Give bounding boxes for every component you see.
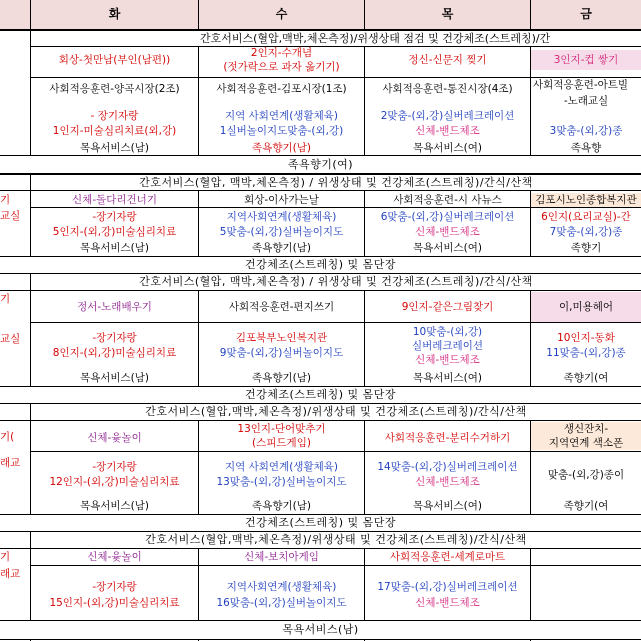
week2-thu-band: 신체-밴드체조 — [415, 226, 480, 238]
row-divider — [0, 420, 641, 421]
week3-fri-foot: 족향기(여 — [563, 372, 609, 384]
week1-tue-art: 1인지-미술심리치료(외,강) — [52, 125, 177, 137]
week4-fri-custom: 맞춤-(외,강)종이 — [547, 469, 625, 481]
header-row — [0, 0, 641, 29]
week2-fri-program: 김포시노인종합복지관 — [531, 193, 641, 207]
week2-fri-custom: 7맞춤-(외,강)종 — [549, 226, 623, 238]
week1-wed-social: 사회적응훈련-김포시장(1조) — [216, 83, 347, 95]
week5-wed-custom: 16맞춤-(외,강)실버놀이지도 — [216, 597, 347, 609]
week1-tue-talent: - 장기자랑 — [90, 110, 139, 122]
header-day-tue: 화 — [31, 0, 198, 29]
week1-thu-program: 정신-신문지 찢기 — [408, 54, 487, 66]
week3-fri-custom: 11맞춤-(외,강)종 — [546, 347, 626, 359]
week2-tue-art: 5인지-(외,강)미술심리치료 — [52, 226, 177, 238]
week3-thu-bath: 목욕서비스(여) — [412, 372, 483, 384]
week1-tue-program: 회상-첫만남(부인(남편)) — [58, 54, 171, 66]
week3-fri-program: 이,미용헤어 — [531, 292, 641, 322]
week2-thu-custom: 6맞춤-(외,강)실버레크레이션 — [380, 211, 515, 223]
band-foot-bath: 족욕향기(여) — [0, 156, 641, 173]
row-divider — [31, 207, 641, 208]
week2-tue-bath: 목욕서비스(남) — [79, 242, 150, 254]
week3-thu-custom: 10맞춤-(외,강) — [412, 326, 483, 338]
week1-wed-community: 지역 사회연계(생활체육) — [225, 110, 338, 122]
week2-left-label: 기 — [0, 194, 11, 206]
week3-band-nursing: 간호서비스(혈압, 맥박,체온측정) / 위생상태 및 건강체조(스트레칭)/간식/산책 — [31, 274, 641, 290]
week1-tue-social: 사회적응훈련-양곡시장(2조) — [49, 83, 180, 95]
week3-left-label: 기 — [0, 293, 11, 305]
week5-band-exercise: 건강체조(스트레칭) 및 몸단장 — [0, 515, 641, 531]
week5-tue-talent: -장기자랑 — [92, 581, 137, 593]
week1-wed-program-detail: (젓가락으로 과자 옮기기) — [223, 61, 340, 73]
week5-left-label-2: 래교 — [0, 568, 21, 580]
week4-wed-custom: 13맞춤-(외,강)실버놀이지도 — [216, 476, 347, 488]
week3-wed-foot: 족욕향기(남) — [252, 372, 311, 384]
week4-wed-foot: 족욕향기(남) — [252, 500, 311, 512]
header-day-thu: 목 — [365, 0, 530, 29]
week1-thu-bath: 목욕서비스(여) — [412, 142, 483, 154]
row-divider — [0, 290, 641, 291]
week1-wed-custom: 1실버놀이지도맞춤-(외,강) — [219, 125, 344, 137]
week3-tue-art: 8인지-(외,강)미술심리치료 — [52, 347, 177, 359]
week1-fri-foot: 족욕향 — [570, 142, 602, 154]
week3-tue-bath: 목욕서비스(남) — [79, 372, 150, 384]
week2-wed-community: 지역사회연계(생활체육) — [226, 211, 337, 223]
week4-tue-art: 12인지-(외,강)미술심리치료 — [49, 476, 180, 488]
band-last-bath: 목욕서비스(남) — [0, 621, 641, 639]
week4-left-label-2: 래교 — [0, 457, 21, 469]
week1-fri-social: 사회적응훈련-아트빌 — [533, 79, 629, 91]
week1-fri-custom: 3맞춤-(외,강)종 — [549, 125, 623, 137]
week4-thu-program: 사회적응훈련-분리수거하기 — [384, 432, 511, 444]
week4-left-label: 기( — [0, 431, 15, 443]
row-divider — [31, 451, 641, 452]
week4-wed-community: 지역 사회연계(생활체육) — [225, 461, 338, 473]
week3-thu-recreation: 실버레크레이션 — [411, 340, 483, 352]
week4-thu-custom: 14맞춤-(외,강)실버레크레이션 — [377, 461, 518, 473]
week4-band-nursing: 간호서비스(혈압,맥박,체온측정)/위생상태 및 건강체조(스트레칭)/간식/산책 — [31, 404, 641, 420]
header-empty — [0, 0, 30, 29]
row-divider — [31, 322, 641, 323]
week2-wed-program: 회상-이사가는날 — [244, 194, 319, 206]
row-divider — [0, 548, 641, 549]
week4-tue-program: 신체-윷놀이 — [87, 432, 142, 444]
week4-thu-band: 신체-밴드체조 — [415, 476, 480, 488]
row-divider — [31, 565, 641, 566]
week3-tue-talent: -장기자랑 — [92, 332, 137, 344]
week2-thu-program: 사회적응훈련-시 사뉴스 — [393, 194, 502, 206]
row-divider — [0, 639, 641, 640]
week4-tue-talent: -장기자랑 — [92, 461, 137, 473]
week5-band-nursing: 간호서비스(혈압,맥박,체온측정)/위생상태 및 건강체조(스트레칭)/간식/산책 — [31, 532, 641, 548]
week4-thu-bath: 목욕서비스(여) — [412, 500, 483, 512]
week4-wed-program-detail: (스피드게임) — [252, 437, 311, 449]
week2-wed-custom: 5맞춤-(외,강)실버놀이지도 — [219, 226, 344, 238]
week3-thu-program: 9인지-같은그림찾기 — [401, 301, 494, 313]
week3-band-exercise: 건강체조(스트레칭) 및 몸단장 — [0, 257, 641, 273]
week5-thu-band: 신체-밴드체조 — [415, 597, 480, 609]
row-divider — [0, 190, 641, 191]
week2-left-label-2: 교실 — [0, 210, 21, 222]
week3-left-label-2: 교실 — [0, 333, 21, 345]
week1-wed-foot: 족욕향기(남) — [252, 142, 311, 154]
week4-fri-foot: 족향기(여 — [563, 500, 609, 512]
week3-tue-program: 정서-노래배우기 — [77, 301, 152, 313]
week3-thu-band: 신체-밴드체조 — [415, 354, 480, 366]
week5-left-label: 기 — [0, 551, 11, 563]
week4-fri-birthday: 생신잔치- — [531, 422, 641, 436]
week1-thu-band: 신체-밴드체조 — [415, 125, 480, 137]
week4-band-exercise: 건강체조(스트레칭) 및 몸단장 — [0, 387, 641, 403]
week2-thu-bath: 목욕서비스(여) — [412, 242, 483, 254]
week2-fri-foot: 족향기 — [570, 242, 602, 254]
week1-wed-program: 2인지-수개념 — [250, 47, 313, 59]
week4-fri-sax: 지역연계 색소폰 — [531, 436, 641, 450]
week5-tue-program: 신체-윷놀이 — [87, 551, 142, 563]
week4-tue-bath: 목욕서비스(남) — [79, 500, 150, 512]
week2-tue-program: 신체-돌다리건너기 — [72, 194, 157, 206]
week2-fri-cooking: 6인지(요리교실)-간 — [541, 211, 631, 223]
header-day-wed: 수 — [199, 0, 364, 29]
week3-wed-program: 사회적응훈련-편지쓰기 — [228, 301, 335, 313]
week1-thu-custom: 2맞춤-(외,강)실버레크레이션 — [380, 110, 515, 122]
week5-wed-community: 지역사회연계(생활체육) — [226, 581, 337, 593]
week5-tue-art: 15인지-(외,강)미술심리치료 — [49, 597, 180, 609]
week1-tue-bath: 목욕서비스(남) — [79, 142, 150, 154]
week3-wed-custom: 9맞춤-(외,강)실버놀이지도 — [219, 347, 344, 359]
week2-wed-foot: 족욕향기(남) — [252, 242, 311, 254]
week1-fri-singing: -노래교실 — [563, 95, 609, 107]
week4-wed-program: 13인지-단어맞추기 — [237, 423, 326, 435]
week2-band-nursing: 간호서비스(혈압, 맥박,체온측정) / 위생상태 및 건강체조(스트레칭)/간식/산책 — [31, 175, 641, 190]
week5-thu-custom: 17맞춤-(외,강)실버레크레이션 — [377, 581, 518, 593]
week5-thu-program: 사회적응훈련-세계로마트 — [389, 551, 506, 563]
week3-wed-welfare: 김포북부노인복지관 — [235, 332, 328, 344]
week1-fri-program: 3인지-컵 쌓기 — [531, 50, 641, 70]
week5-wed-program: 신체-보치아게임 — [244, 551, 319, 563]
header-day-fri: 금 — [531, 0, 641, 29]
week1-thu-social: 사회적응훈련-통진시장(4조) — [382, 83, 513, 95]
week3-fri-story: 10인지-동화 — [557, 332, 615, 344]
week1-band-nursing: 간호서비스(혈압,맥박,체온측정)/위생상태 점검 및 건강체조(스트레칭)/간 — [198, 31, 641, 46]
week2-tue-talent: -장기자랑 — [92, 211, 137, 223]
